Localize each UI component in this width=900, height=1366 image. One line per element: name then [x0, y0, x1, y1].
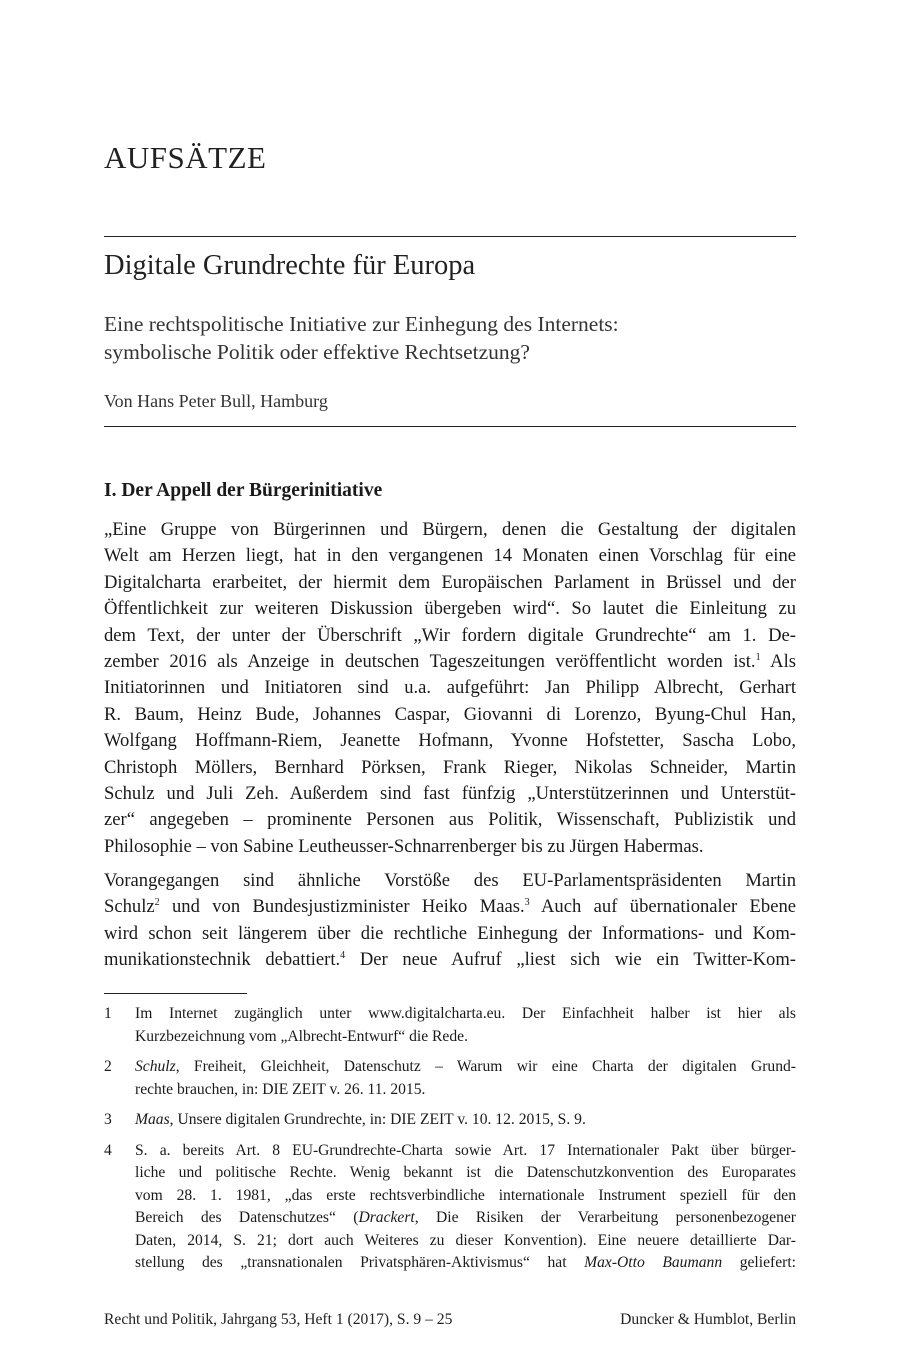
footnote: [104, 1056, 796, 1101]
text-segment: zember 2016 als Anzeige in deutschen Tageszeitungen veröffentlicht worden ist.: [104, 650, 756, 672]
text-line: dem Text, der unter der Überschrift „Wir fordern digitale Grundrechte“ am 1. De-: [104, 624, 796, 646]
cited-author: Schulz: [135, 1058, 176, 1075]
footnote-ref[interactable]: 2: [154, 897, 160, 909]
footnote: [104, 1109, 796, 1132]
text-segment: Auch auf übernationaler Ebene: [529, 896, 796, 918]
article-title: Digitale Grundrechte für Europa: [104, 250, 476, 281]
footnote: [104, 1140, 796, 1275]
footnote-number: 1: [104, 1005, 112, 1022]
text-line: [104, 947, 796, 973]
text-line: Vorangegangen sind ähnliche Vorstöße des EU-Parlamentspräsidenten Martin: [104, 870, 796, 892]
footnote-line: rechte brauchen, in: DIE ZEIT v. 26. 11. 2015.: [135, 1080, 426, 1098]
footnote-number: 4: [104, 1141, 112, 1159]
text-segment: Bereich des Datenschutzes“ (: [135, 1209, 359, 1226]
footnote-separator: [104, 993, 247, 994]
author-byline: Von Hans Peter Bull, Hamburg: [104, 391, 328, 411]
text-line: Digitalcharta erarbeitet, der hiermit dem Europäischen Parlament in Brüssel und der: [104, 571, 796, 593]
text-line: Wolfgang Hoffmann-Riem, Jeanette Hofmann, Yvonne Hofstetter, Sascha Lobo,: [104, 730, 796, 752]
footnote-ref[interactable]: 3: [524, 897, 530, 909]
text-segment: Als: [760, 650, 796, 672]
article-subtitle: [104, 310, 796, 366]
publisher: Duncker & Humblot, Berlin: [620, 1311, 796, 1328]
text-line: Öffentlichkeit zur weiteren Diskussion übergeben wird“. So lautet die Einleitung zu: [104, 598, 796, 620]
section-heading: AUFSÄTZE: [104, 140, 267, 175]
text-line: Welt am Herzen liegt, hat in den vergangenen 14 Monaten einen Vorschlag für eine: [104, 545, 796, 567]
cited-author: Max-Otto Baumann: [584, 1254, 723, 1271]
footnote-line: [135, 1056, 796, 1079]
footnote-line: Im Internet zugänglich unter www.digitalcharta.eu. Der Einfachheit halber ist hier als: [135, 1005, 796, 1022]
footnote-line: [135, 1109, 796, 1132]
footnote-line: liche und politische Rechte. Wenig bekannt ist die Datenschutzkonvention des Europarates: [135, 1164, 796, 1181]
title-top-rule: [104, 236, 796, 237]
section-title: I. Der Appell der Bürgerinitiative: [104, 480, 383, 501]
title-bottom-rule: [104, 426, 796, 427]
text-line: „Eine Gruppe von Bürgerinnen und Bürgern, denen die Gestaltung der digitalen: [104, 519, 796, 540]
footnote-number: 3: [104, 1111, 112, 1128]
footnote-line: Daten, 2014, S. 21; dort auch Weiteres zu dieser Konvention). Eine neuere detaillierte Dar-: [135, 1231, 796, 1249]
paragraph: [104, 517, 796, 860]
text-line: Philosophie – von Sabine Leutheusser-Schnarrenberger bis zu Jürgen Habermas.: [104, 835, 704, 857]
text-segment: geliefert:: [722, 1254, 796, 1271]
text-line: R. Baum, Heinz Bude, Johannes Caspar, Giovanni di Lorenzo, Byung-Chul Han,: [104, 703, 796, 725]
footnote-line: [135, 1252, 796, 1275]
body-text: [104, 517, 796, 974]
journal-citation: Recht und Politik, Jahrgang 53, Heft 1 (2017), S. 9 – 25: [104, 1311, 453, 1328]
text-line: [104, 894, 796, 920]
text-segment: Schulz: [104, 896, 155, 918]
text-line: [104, 649, 796, 675]
footnote-number: 2: [104, 1058, 112, 1075]
text-line: Schulz und Juli Zeh. Außerdem sind fast fünfzig „Unterstützerinnen und Unterstüt-: [104, 782, 796, 804]
text-segment: , Unsere digitalen Grundrechte, in: DIE ZEIT v. 10. 12. 2015, S. 9.: [169, 1111, 586, 1128]
text-segment: Der neue Aufruf „liest sich wie ein Twitter-Kom-: [345, 949, 796, 971]
text-segment: munikationstechnik debattiert.: [104, 949, 341, 971]
footnote-line: S. a. bereits Art. 8 EU-Grundrechte-Charta sowie Art. 17 Internationaler Pakt über bürger-: [135, 1141, 796, 1159]
cited-author: Drackert: [358, 1209, 415, 1226]
subtitle-line: symbolische Politik oder effektive Rechtsetzung?: [104, 340, 530, 364]
text-segment: und von Bundesjustizminister Heiko Maas.: [159, 896, 525, 918]
footnote-line: Kurzbezeichnung vom „Albrecht-Entwurf“ die Rede.: [135, 1027, 468, 1045]
footnote-line: vom 28. 1. 1981, „das erste rechtsverbindliche internationale Instrument speziell für den: [135, 1186, 796, 1204]
text-segment: , Die Risiken der Verarbeitung personenbezogener: [414, 1209, 796, 1226]
text-line: Initiatorinnen und Initiatoren sind u.a. aufgeführt: Jan Philipp Albrecht, Gerhart: [104, 677, 796, 699]
footnote-ref[interactable]: 4: [340, 950, 346, 962]
text-line: Christoph Möllers, Bernhard Pörksen, Frank Rieger, Nikolas Schneider, Martin: [104, 756, 796, 778]
paragraph: [104, 868, 796, 974]
footnotes: [104, 1003, 796, 1283]
text-segment: stellung des „transnationalen Privatsphären-Aktivismus“ hat: [135, 1254, 585, 1271]
footnote-line: [135, 1207, 796, 1230]
footnote: [104, 1003, 796, 1048]
text-line: zer“ angegeben – prominente Personen aus Politik, Wissenschaft, Publizistik und: [104, 809, 796, 831]
text-line: wird schon seit längerem über die rechtliche Einhegung der Informations- und Kom-: [104, 922, 796, 944]
cited-author: Maas: [135, 1111, 170, 1128]
subtitle-line: Eine rechtspolitische Initiative zur Einhegung des Internets:: [104, 312, 619, 336]
text-segment: , Freiheit, Gleichheit, Datenschutz – Warum wir eine Charta der digitalen Grund-: [175, 1058, 796, 1075]
footnote-ref[interactable]: 1: [755, 651, 761, 663]
